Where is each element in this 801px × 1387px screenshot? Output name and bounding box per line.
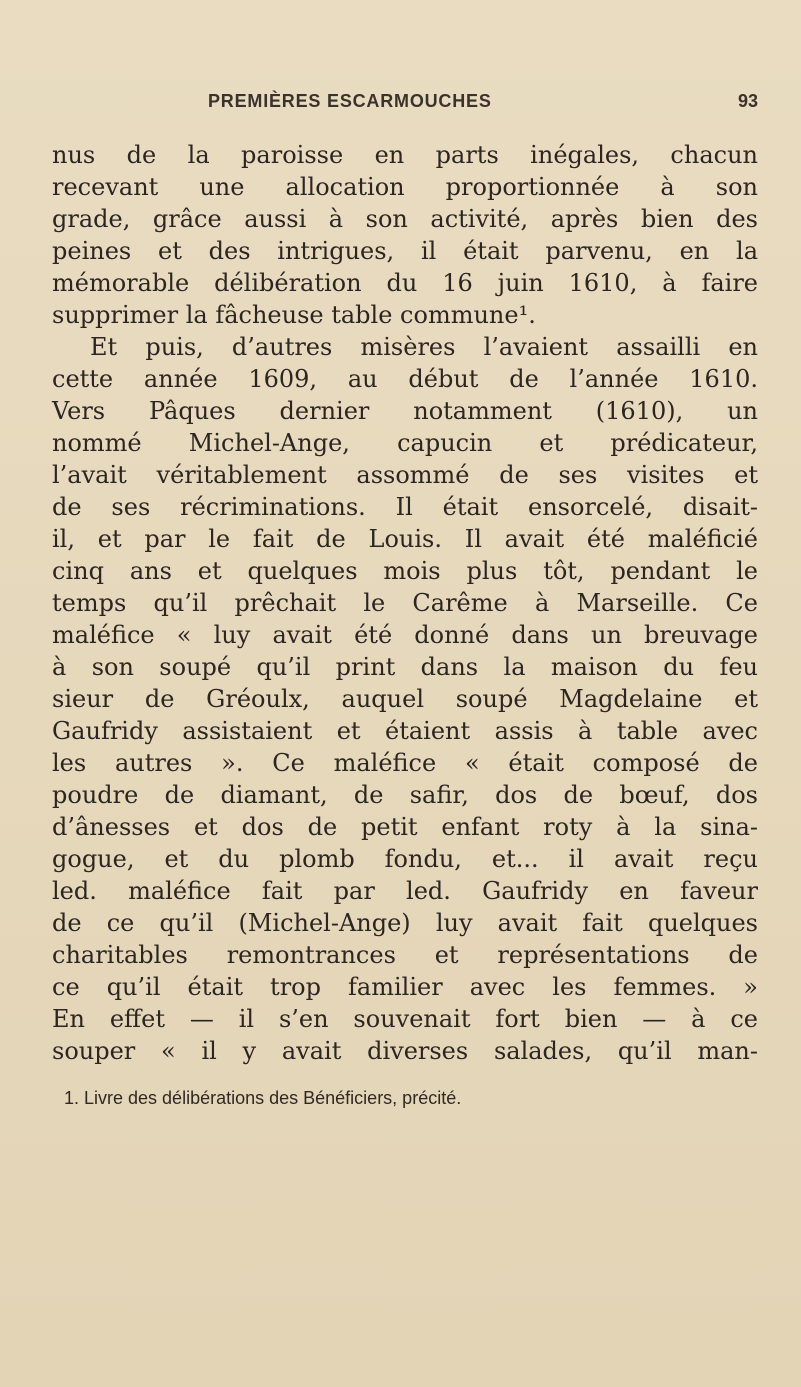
text-line: Gaufridy assistaient et étaient assis à table avec <box>52 717 758 745</box>
text-line: nommé Michel-Ange, capucin et prédicateur, <box>52 429 758 457</box>
text-line: recevant une allocation proportionnée à son <box>52 173 758 201</box>
text-line: les autres ». Ce maléfice « était composé de <box>52 749 758 777</box>
text-line: de ce qu’il (Michel-Ange) luy avait fait quelques <box>52 909 758 937</box>
text-line: peines et des intrigues, il était parvenu, en la <box>52 237 758 265</box>
text-line: d’ânesses et dos de petit enfant roty à la sina- <box>52 813 758 841</box>
text-line: temps qu’il prêchait le Carême à Marseille. Ce <box>52 589 758 617</box>
text-line: charitables remontrances et représentations de <box>52 941 758 969</box>
text-line: led. maléfice fait par led. Gaufridy en faveur <box>52 877 758 905</box>
footnote: 1. Livre des délibérations des Bénéficiers, précité. <box>64 1088 462 1108</box>
text-line: maléfice « luy avait été donné dans un breuvage <box>52 621 758 649</box>
page-header <box>0 91 801 117</box>
text-line: à son soupé qu’il print dans la maison du feu <box>52 653 758 681</box>
text-line: mémorable délibération du 16 juin 1610, à faire <box>52 269 758 297</box>
text-line: En effet — il s’en souvenait fort bien — à ce <box>52 1005 758 1033</box>
text-line: Et puis, d’autres misères l’avaient assailli en <box>90 333 758 361</box>
text-line: cette année 1609, au début de l’année 1610. <box>52 365 758 393</box>
text-line: poudre de diamant, de safir, dos de bœuf, dos <box>52 781 758 809</box>
text-line: il, et par le fait de Louis. Il avait été maléficié <box>52 525 758 553</box>
text-line: supprimer la fâcheuse table commune¹. <box>52 301 536 329</box>
page-number: 93 <box>738 91 759 111</box>
text-line: ce qu’il était trop familier avec les femmes. » <box>52 973 758 1001</box>
text-line: souper « il y avait diverses salades, qu’il man- <box>52 1037 758 1065</box>
running-head: PREMIÈRES ESCARMOUCHES <box>208 91 492 111</box>
text-line: l’avait véritablement assommé de ses visites et <box>52 461 758 489</box>
text-line: gogue, et du plomb fondu, et... il avait reçu <box>52 845 758 873</box>
text-line: cinq ans et quelques mois plus tôt, pendant le <box>52 557 758 585</box>
text-line: Vers Pâques dernier notamment (1610), un <box>52 397 758 425</box>
text-line: grade, grâce aussi à son activité, après bien des <box>52 205 758 233</box>
text-line: nus de la paroisse en parts inégales, chacun <box>52 141 758 169</box>
text-line: sieur de Gréoulx, auquel soupé Magdelaine et <box>52 685 758 713</box>
text-line: de ses récriminations. Il était ensorcelé, disait- <box>52 493 758 521</box>
